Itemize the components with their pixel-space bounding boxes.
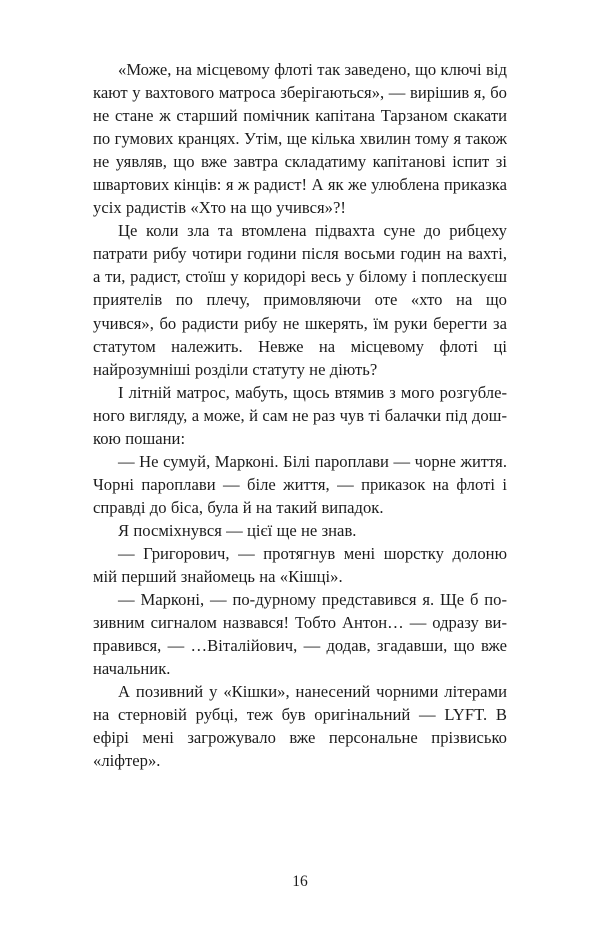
dialog-paragraph: — Марконі, — по-дурному представився я. Ще б позивним сигналом назвався! Тобто Антон… — одразу виправився, — …Віталійович, — додав, згадавши, що вже начальник. xyxy=(93,590,507,679)
paragraph: А позивний у «Кішки», нанесений чорними літерами на стерновій рубці, теж був оригінальний — LYFT. В ефірі мені загрожувало вже персональне прізвисько «ліфтер». xyxy=(93,682,507,771)
paragraph: «Може, на місцевому флоті так заведено, що ключі від кают у вахтового матроса зберігаються», — вирішив я, бо не стане ж старший помічник капітана Тарзаном скакати по гумових кранцях. Утім, ще кілька хвилин тому я також не уявляв, що вже завтра складатиму капітанові іспит зі швартових кінців: я ж радист! А як же улюблена приказка усіх радистів «Хто на що учився»?! xyxy=(93,60,507,218)
paragraph: І літній матрос, мабуть, щось втямив з мого розгубленого вигляду, а може, й сам не раз чув ті балачки під дошкою пошани: xyxy=(93,382,507,448)
page-number: 16 xyxy=(292,873,308,890)
dialog-paragraph: — Григорович, — протягнув мені шорстку долоню мій перший знайомець на «Кішці». xyxy=(93,543,507,587)
paragraph: Це коли зла та втомлена підвахта суне до рибцеху патрати рибу чотири години після восьми годин на вахті, а ти, радист, стоїш у коридорі весь у білому і поплескуєш приятелів по плечу, примовляючи оте «хто на що учився», бо радисти рибу не шкерять, їм руки берегти за статутом належить. Невже на місцевому флоті ці найрозумніші розділи статуту не діють? xyxy=(93,221,507,379)
paragraph: Я посміхнувся — цієї ще не знав. xyxy=(118,520,357,540)
page-text-block xyxy=(93,58,507,772)
dialog-paragraph: — Не сумуй, Марконі. Білі пароплави — чорне життя. Чорні пароплави — біле життя, — приказок на флоті і справді до біса, була й на такий випадок. xyxy=(93,451,507,517)
